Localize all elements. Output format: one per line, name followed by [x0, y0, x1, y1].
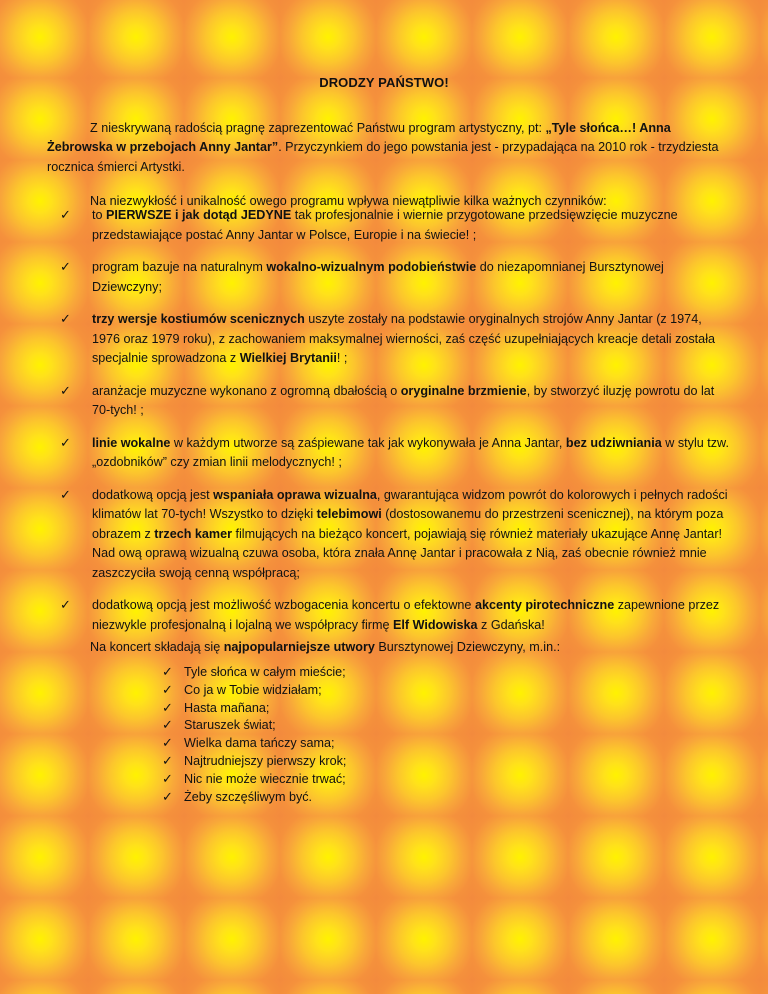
check-icon: ✓ [162, 753, 173, 769]
check-icon: ✓ [162, 789, 173, 805]
factor-text: do niezapomnianej Bursztynowej Dziewczyny; [92, 260, 664, 294]
factor-text: z Gdańska! [477, 617, 545, 632]
song-title: Staruszek świat; [184, 718, 276, 733]
factor-text: (dostosowanemu do przestrzeni scenicznej), na którym poza obrazem z [92, 507, 724, 541]
check-icon: ✓ [60, 208, 71, 223]
factor-bold: oryginalne brzmienie [400, 383, 527, 398]
songs-intro-text-1: Na koncert składają się [90, 639, 224, 654]
song-title: Wielka dama tańczy sama; [184, 736, 335, 751]
song-item [162, 789, 346, 807]
factor-item-7 [60, 596, 730, 635]
check-icon: ✓ [162, 718, 173, 734]
check-icon: ✓ [60, 260, 71, 275]
factor-bold: bez udziwniania [565, 435, 662, 450]
factor-bold: Elf Widowiska [393, 617, 478, 632]
program-title: „Tyle słońca…! Anna Żebrowska w przebojach Anny Jantar” [47, 120, 671, 155]
check-icon: ✓ [60, 598, 71, 613]
song-title: Żeby szczęśliwym być. [184, 789, 313, 804]
check-icon: ✓ [60, 435, 71, 451]
songs-list [162, 664, 346, 806]
song-item [162, 682, 346, 700]
song-item [162, 753, 346, 771]
factor-bold: telebimowi [316, 507, 382, 521]
check-icon: ✓ [162, 682, 173, 698]
factor-bold: linie wokalne [92, 435, 171, 450]
song-title: Nic nie może wiecznie trwać; [184, 771, 346, 786]
factor-text: , gwarantująca widzom powrót do kolorowych i pełnych radości klimatów lat 70-tych! Wszystko to dzięki [92, 487, 728, 521]
song-item [162, 664, 346, 682]
check-icon: ✓ [162, 700, 173, 716]
page-title: DRODZY PAŃSTWO! [319, 75, 449, 90]
intro-text-1: Z nieskrywaną radością pragnę zaprezentować Państwu program artystyczny, pt: [90, 120, 546, 135]
factor-bold: trzech kamer [154, 526, 232, 541]
check-icon: ✓ [162, 771, 173, 787]
factor-item-3 [60, 310, 730, 369]
factor-bold: akcenty pirotechniczne [474, 598, 615, 612]
song-title: Co ja w Tobie widziałam; [184, 682, 322, 697]
factor-item-2 [60, 258, 730, 297]
song-title: Hasta mañana; [184, 700, 270, 715]
factor-bold: wspaniała oprawa wizualna [213, 487, 377, 502]
song-item [162, 717, 346, 735]
factor-text: dodatkową opcją jest [92, 487, 214, 502]
factor-text: dodatkową opcją jest możliwość wzbogacenia koncertu o efektowne [92, 598, 475, 612]
factor-text: filmujących na bieżąco koncert, pojawiają się również materiały ukazujące Annę Jantar! Nad ową oprawą wizualną czuwa osoba, która znała Annę Jantar i pracowała z Nią, zaś obecnie również mnie zaszczyciła swoją cenną współpracą; [92, 526, 723, 580]
factors-list [60, 206, 730, 648]
factor-bold: wokalno-wizualnym podobieństwie [266, 260, 477, 274]
factor-text: aranżacje muzyczne wykonano z ogromną dbałością o [92, 383, 401, 398]
factor-text: , by stworzyć iluzję powrotu do lat 70-tych! ; [92, 383, 715, 417]
factor-text: to [92, 208, 107, 222]
factor-text: w stylu tzw. „ozdobników” czy zmian linii melodycznych! ; [92, 435, 729, 469]
check-icon: ✓ [162, 665, 173, 680]
factor-bold: Wielkiej Brytanii [239, 351, 337, 365]
factor-bold: trzy wersje kostiumów scenicznych [92, 312, 305, 326]
factor-bold: PIERWSZE i jak dotąd JEDYNE [106, 208, 292, 222]
factor-text: w każdym utworze są zaśpiewane tak jak wykonywała je Anna Jantar, [170, 435, 566, 450]
check-icon: ✓ [162, 736, 173, 752]
songs-intro-text-2: Bursztynowej Dziewczyny, m.in.: [374, 639, 561, 654]
factor-text: program bazuje na naturalnym [92, 260, 267, 274]
factor-item-5 [60, 434, 730, 473]
song-item [162, 771, 346, 789]
factor-text: zapewnione przez niezwykle profesjonalną i lojalną we współpracy firmę [92, 598, 720, 632]
songs-intro-bold: najpopularniejsze utwory [223, 639, 375, 654]
song-item [162, 735, 346, 753]
factor-text: tak profesjonalnie i wiernie przygotowane przedsięwzięcie muzyczne przedstawiające postać Anny Jantar w Polsce, Europie i na świecie! ; [92, 208, 678, 242]
intro-text-2: . Przyczynkiem do jego powstania jest - przypadająca na 2010 rok - trzydziesta rocznica śmierci Artystki. [47, 140, 719, 174]
check-icon: ✓ [60, 487, 71, 503]
factor-item-1 [60, 206, 730, 245]
song-item [162, 700, 346, 718]
factor-text: uszyte zostały na podstawie oryginalnych strojów Anny Jantar (z 1974, 1976 oraz 1979 roku), z zachowaniem maksymalnej wierności, zaś część uzupełniających kreacje detali została specjalnie sprowadzona z [92, 312, 715, 365]
check-icon: ✓ [60, 383, 71, 399]
check-icon: ✓ [60, 312, 71, 327]
factor-item-4 [60, 382, 730, 421]
songs-intro [90, 638, 730, 658]
factors-lead: Na niezwykłość i unikalność owego programu wpływa niewątpliwie kilka ważnych czynników: [90, 193, 607, 208]
factor-item-6 [60, 486, 730, 584]
song-title: Najtrudniejszy pierwszy krok; [184, 753, 347, 768]
factor-text: ! ; [336, 351, 348, 365]
intro-paragraph [47, 119, 727, 178]
song-title: Tyle słońca w całym mieście; [184, 665, 346, 679]
